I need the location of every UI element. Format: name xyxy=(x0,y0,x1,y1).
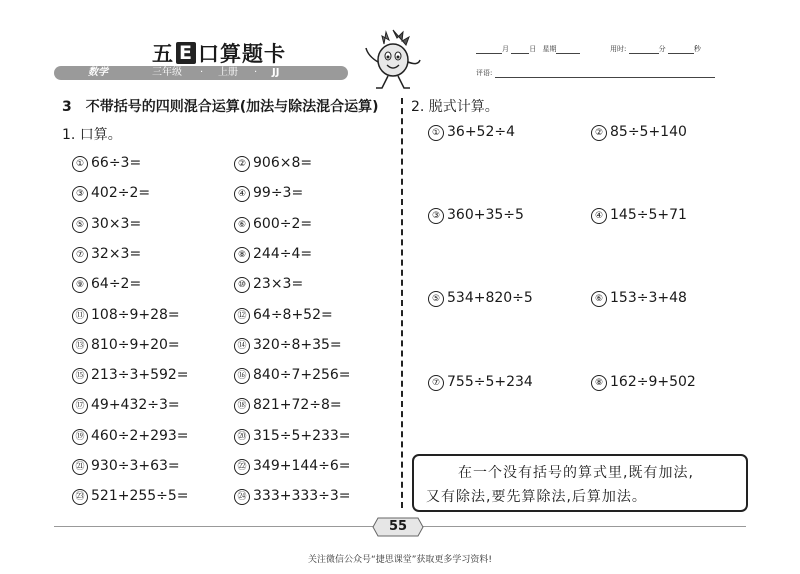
time-used-field[interactable] xyxy=(610,44,701,54)
item-number: ⑥ xyxy=(234,217,250,233)
oral-calc-item xyxy=(234,216,312,233)
item-expression: 244÷4= xyxy=(253,245,313,262)
rule-note-line: 又有除法,要先算除法,后算加法。 xyxy=(426,489,647,505)
item-expression: 840÷7+256= xyxy=(253,367,351,384)
review-label: 评语: xyxy=(476,69,493,77)
month-label: 月 xyxy=(502,45,509,53)
item-number: ③ xyxy=(428,208,444,224)
item-expression: 85÷5+140 xyxy=(610,124,687,140)
weekday-label: 星期 xyxy=(542,45,557,53)
item-expression: 36+52÷4 xyxy=(447,124,515,140)
oral-calc-list xyxy=(0,0,400,520)
section-number: 3 xyxy=(62,99,72,115)
item-expression: 23×3= xyxy=(253,276,304,293)
item-number: ④ xyxy=(234,186,250,202)
rule-note-box xyxy=(412,454,748,512)
item-number: ② xyxy=(234,156,250,172)
page-number: 55 xyxy=(388,519,408,534)
written-calc-item xyxy=(591,207,687,224)
item-expression: 460÷2+293= xyxy=(91,427,189,444)
oral-calc-item xyxy=(234,397,342,414)
item-number: ㉓ xyxy=(72,489,88,505)
day-label: 日 xyxy=(529,45,537,53)
written-calc-item xyxy=(591,374,696,391)
oral-calc-item xyxy=(72,458,180,475)
item-expression: 32×3= xyxy=(91,245,142,262)
card-title-prefix: 五 xyxy=(152,42,174,66)
item-number: ⑦ xyxy=(428,375,444,391)
item-number: ⑫ xyxy=(234,308,250,324)
item-expression: 600÷2= xyxy=(253,215,313,232)
item-number: ⑰ xyxy=(72,398,88,414)
date-field[interactable] xyxy=(476,44,580,54)
grade-label: 三年级 xyxy=(152,67,182,78)
oral-calc-item xyxy=(234,185,303,202)
written-calc-item xyxy=(428,290,533,307)
footer-text: 关注微信公众号“捷思课堂”获取更多学习资料! xyxy=(308,555,492,565)
item-number: ⑧ xyxy=(591,375,607,391)
item-number: ⑤ xyxy=(428,291,444,307)
item-expression: 906×8= xyxy=(253,155,313,171)
item-number: ⑭ xyxy=(234,338,250,354)
item-number: ㉒ xyxy=(234,459,250,475)
written-calc-item xyxy=(428,207,524,224)
item-number: ⑯ xyxy=(234,368,250,384)
item-expression: 349+144÷6= xyxy=(253,458,351,474)
item-expression: 521+255÷5= xyxy=(91,488,189,505)
item-number: ㉑ xyxy=(72,459,88,475)
item-number: ⑤ xyxy=(72,217,88,233)
minute-label: 分 xyxy=(658,45,666,53)
volume-label: 上册 xyxy=(218,67,238,78)
item-number: ① xyxy=(428,125,444,141)
item-number: ⑩ xyxy=(234,277,250,293)
item-number: ⑦ xyxy=(72,247,88,263)
oral-calc-item xyxy=(234,458,351,475)
oral-calc-item xyxy=(72,488,189,505)
item-number: ⑨ xyxy=(72,277,88,293)
item-number: ⑳ xyxy=(234,429,250,445)
item-expression: 30×3= xyxy=(91,215,142,232)
second-label: 秒 xyxy=(693,45,701,53)
item-expression: 99÷3= xyxy=(253,185,304,202)
oral-calc-item xyxy=(234,367,351,384)
time-used-label: 用时: xyxy=(610,45,627,53)
item-expression: 64÷8+52= xyxy=(253,306,333,323)
item-expression: 108÷9+28= xyxy=(91,306,180,323)
item-expression: 810÷9+20= xyxy=(91,336,180,353)
item-number: ⑮ xyxy=(72,368,88,384)
item-number: ① xyxy=(72,156,88,172)
oral-calc-item xyxy=(72,155,141,172)
separator-dot: · xyxy=(200,67,204,78)
item-number: ③ xyxy=(72,186,88,202)
item-number: ⑱ xyxy=(234,398,250,414)
item-expression: 930÷3+63= xyxy=(91,458,180,474)
oral-calc-item xyxy=(234,246,312,263)
item-expression: 162÷9+502 xyxy=(610,374,696,390)
rule-note-line: 在一个没有括号的算式里,既有加法, xyxy=(458,465,694,481)
oral-calc-item xyxy=(72,246,141,263)
separator-dot: · xyxy=(254,67,258,78)
item-expression: 153÷3+48 xyxy=(610,290,687,306)
item-number: ㉔ xyxy=(234,489,250,505)
oral-calc-item xyxy=(234,155,312,172)
item-expression: 402÷2= xyxy=(91,185,151,202)
oral-calc-item xyxy=(72,185,150,202)
subject-label: 数学 xyxy=(88,67,108,78)
part2-label: 2. 脱式计算。 xyxy=(411,99,499,115)
oral-calc-item xyxy=(72,216,141,233)
item-expression: 64÷2= xyxy=(91,276,142,293)
item-expression: 821+72÷8= xyxy=(253,397,342,414)
item-number: ⑧ xyxy=(234,247,250,263)
oral-calc-item xyxy=(72,397,180,414)
item-number: ⑬ xyxy=(72,338,88,354)
item-expression: 145÷5+71 xyxy=(610,207,687,223)
dashed-divider xyxy=(401,98,403,508)
edition-label: JJ xyxy=(272,67,280,78)
oral-calc-item xyxy=(72,276,141,293)
oral-calc-item xyxy=(234,488,351,505)
oral-calc-item xyxy=(234,337,342,354)
oral-calc-item xyxy=(234,276,303,293)
item-expression: 755÷5+234 xyxy=(447,374,533,390)
item-number: ⑥ xyxy=(591,291,607,307)
item-expression: 213÷3+592= xyxy=(91,367,189,384)
oral-calc-item xyxy=(72,307,180,324)
part1-label: 1. 口算。 xyxy=(62,127,122,143)
section-title: 不带括号的四则混合运算(加法与除法混合运算) xyxy=(85,99,379,115)
item-number: ④ xyxy=(591,208,607,224)
written-calc-item xyxy=(428,374,533,391)
oral-calc-item xyxy=(234,428,351,445)
item-expression: 49+432÷3= xyxy=(91,397,180,414)
oral-calc-item xyxy=(234,307,333,324)
item-number: ② xyxy=(591,125,607,141)
written-calc-item xyxy=(591,290,687,307)
oral-calc-item xyxy=(72,428,189,445)
oral-calc-item xyxy=(72,337,180,354)
item-expression: 360+35÷5 xyxy=(447,207,524,223)
card-title-suffix: 口算题卡 xyxy=(197,42,286,66)
item-number: ⑪ xyxy=(72,308,88,324)
written-calc-item xyxy=(428,124,515,141)
item-expression: 534+820÷5 xyxy=(447,290,533,306)
item-expression: 320÷8+35= xyxy=(253,336,342,353)
item-expression: 333+333÷3= xyxy=(253,488,351,505)
review-field[interactable] xyxy=(476,68,715,78)
oral-calc-item xyxy=(72,367,189,384)
item-expression: 315÷5+233= xyxy=(253,427,351,444)
e-logo-letter: E xyxy=(176,42,196,64)
written-calc-item xyxy=(591,124,687,141)
item-expression: 66÷3= xyxy=(91,155,142,171)
item-number: ⑲ xyxy=(72,429,88,445)
